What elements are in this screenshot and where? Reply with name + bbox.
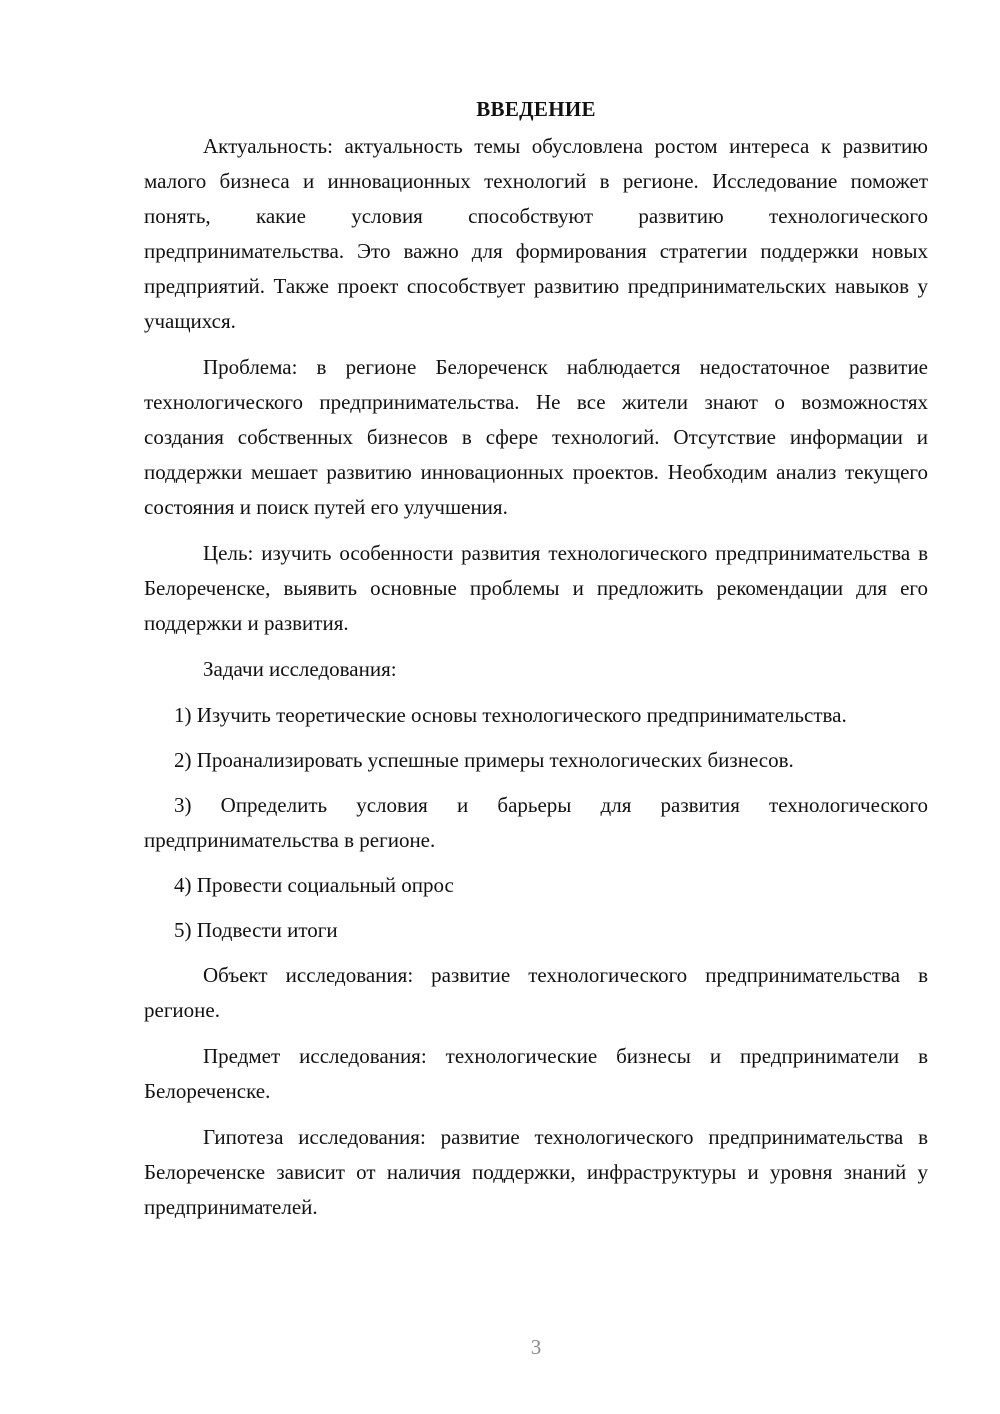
task-item-2: 2) Проанализировать успешные примеры технологических бизнесов. <box>174 748 794 772</box>
tasks-heading: Задачи исследования: <box>203 657 397 681</box>
page-title: ВВЕДЕНИЕ <box>476 97 596 121</box>
hypothesis-paragraph: Гипотеза исследования: развитие технологического предпринимательства в Белореченске зависит от наличия поддержки, инфраструктуры и уровня знаний у предпринимателей. <box>144 1125 928 1219</box>
page-content <box>144 92 928 1236</box>
object-paragraph: Объект исследования: развитие технологического предпринимательства в регионе. <box>144 963 928 1022</box>
task-item-1: 1) Изучить теоретические основы технологического предпринимательства. <box>174 703 847 727</box>
task-item-4: 4) Провести социальный опрос <box>174 873 454 897</box>
relevance-paragraph: Актуальность: актуальность темы обусловлена ростом интереса к развитию малого бизнеса и инновационных технологий в регионе. Исследование поможет понять, какие условия способствуют развитию технологического предпринимательства. Это важно для формирования стратегии поддержки новых предприятий. Также проект способствует развитию предпринимательских навыков у учащихся. <box>144 134 928 333</box>
task-item-3: 3) Определить условия и барьеры для развития технологического предпринимательства в регионе. <box>144 793 928 852</box>
task-item-5: 5) Подвести итоги <box>174 918 338 942</box>
problem-paragraph: Проблема: в регионе Белореченск наблюдается недостаточное развитие технологического предпринимательства. Не все жители знают о возможностях создания собственных бизнесов в сфере технологий. Отсутствие информации и поддержки мешает развитию инновационных проектов. Необходим анализ текущего состояния и поиск путей его улучшения. <box>144 355 928 519</box>
page-number: 3 <box>530 1335 542 1359</box>
subject-paragraph: Предмет исследования: технологические бизнесы и предприниматели в Белореченске. <box>144 1044 928 1103</box>
goal-paragraph: Цель: изучить особенности развития технологического предпринимательства в Белореченске, выявить основные проблемы и предложить рекомендации для его поддержки и развития. <box>144 541 928 635</box>
